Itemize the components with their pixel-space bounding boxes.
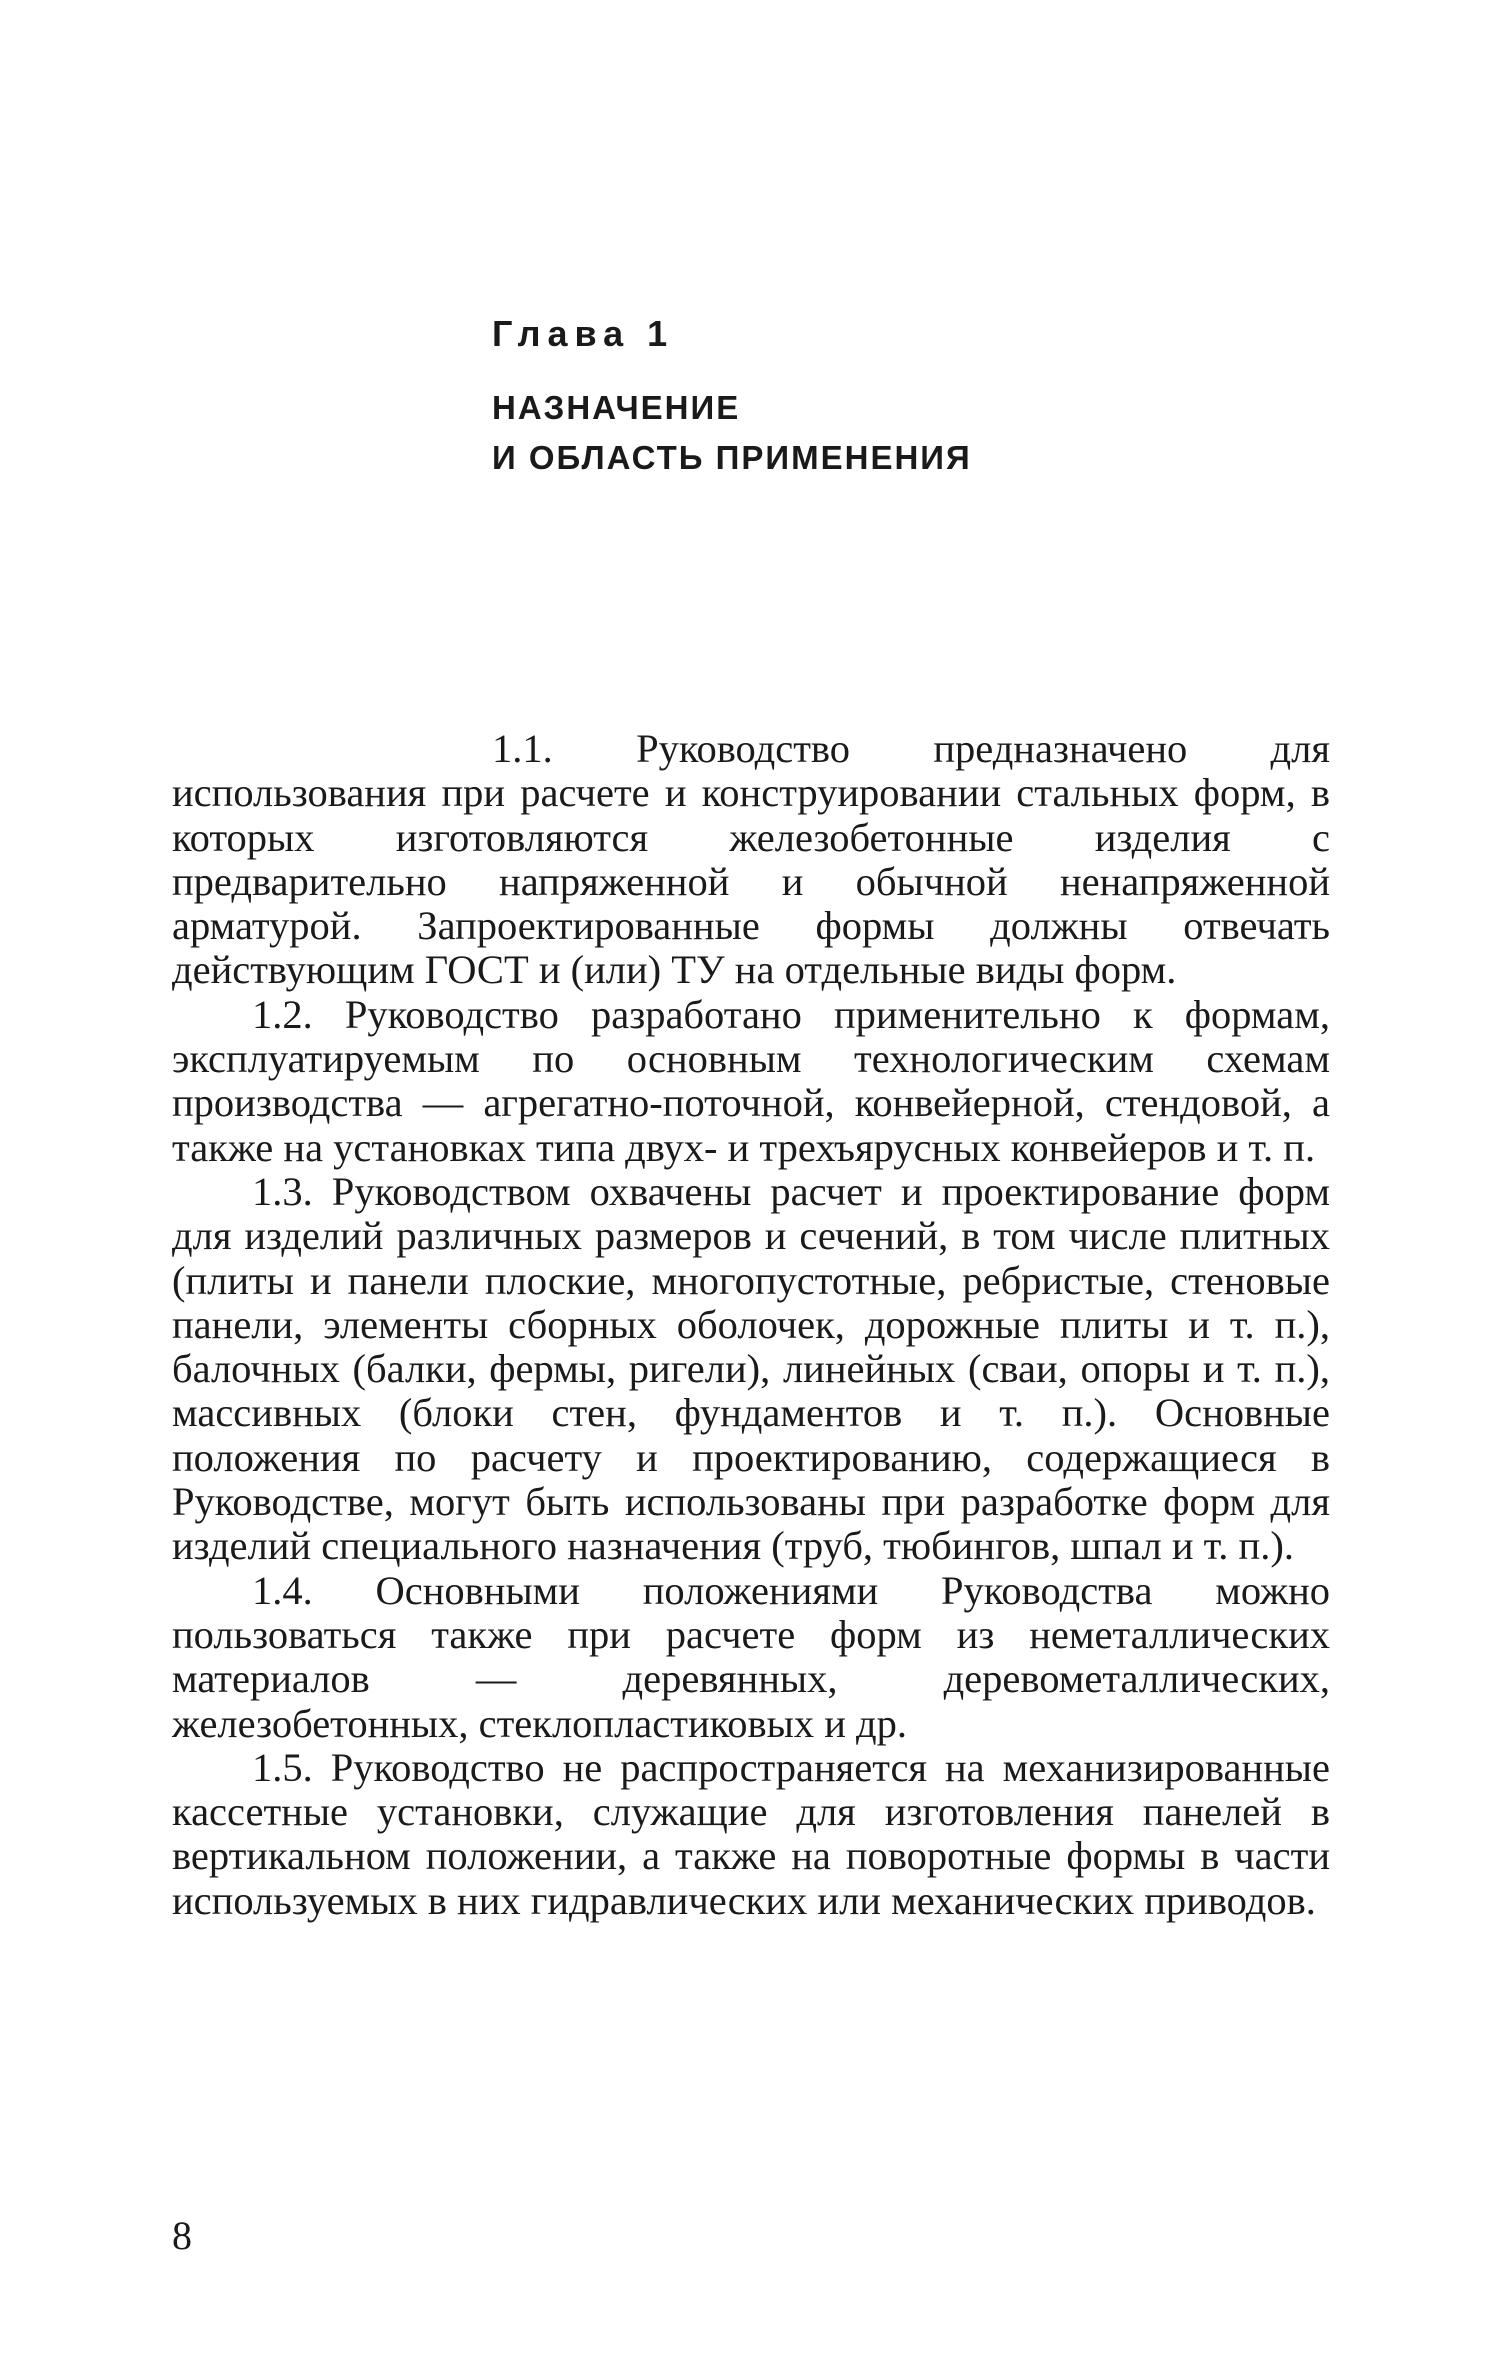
chapter-title	[492, 383, 972, 483]
paragraph-1-5: 1.5. Руководство не распространяется на механизированные кассетные установки, служащие для изготовления панелей в вертикальном положении, а также на поворотные формы в части используемых в них гидравлических или механических приводов.	[172, 1744, 1330, 1923]
paragraph-1-4: 1.4. Основными положениями Руководства можно пользоваться также при расчете форм из неметаллических материалов — деревянных, деревометаллических, железобетонных, стеклопластиковых и др.	[172, 1567, 1330, 1746]
paragraph-1-2: 1.2. Руководство разработано применительно к формам, эксплуатируемым по основным технологическим схемам производства — агрегатно-поточной, конвейерной, стендовой, а также на установках типа двух- и трехъярусных конвейеров и т. п.	[172, 991, 1330, 1170]
body-text	[172, 727, 1330, 1923]
chapter-title-line-2: И ОБЛАСТЬ ПРИМЕНЕНИЯ	[492, 439, 972, 476]
paragraph-1-3: 1.3. Руководством охвачены расчет и проектирование форм для изделий различных размеров и сечений, в том числе плитных (плиты и панели плоские, многопустотные, ребристые, стеновые панели, элементы сборных оболочек, дорожные плиты и т. п.), балочных (балки, фермы, ригели), линейных (сваи, опоры и т. п.), массивных (блоки стен, фундаментов и т. п.). Основные положения по расчету и проектированию, содержащиеся в Руководстве, могут быть использованы при разработке форм для изделий специального назначения (труб, тюбингов, шпал и т. п.).	[172, 1168, 1330, 1569]
page-number: 8	[172, 2213, 192, 2258]
chapter-label: Глава 1	[492, 313, 675, 354]
chapter-title-line-1: НАЗНАЧЕНИЕ	[492, 389, 741, 426]
paragraph-1-1: 1.1. Руководство предназначено для использования при расчете и конструировании стальных форм, в которых изготовляются железобетонные изделия с предварительно напряженной и обычной ненапряженной арматурой. Запроектированные формы должны отвечать действующим ГОСТ и (или) ТУ на отдельные виды форм.	[172, 726, 1330, 993]
